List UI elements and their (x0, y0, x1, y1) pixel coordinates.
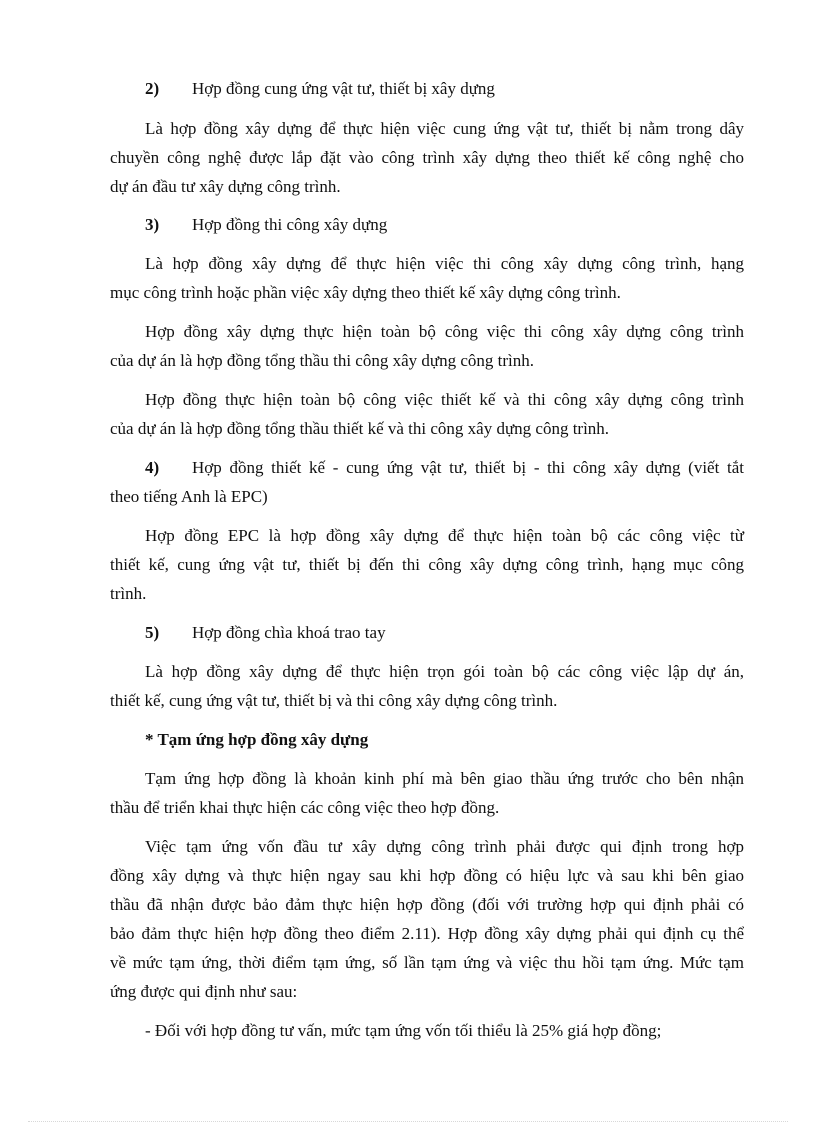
paragraph-line: ứng được qui định như sau: (110, 982, 298, 1001)
paragraph-line: Tạm ứng hợp đồng là khoản kinh phí mà bên giao thầu ứng trước cho bên nhận (145, 769, 744, 788)
paragraph-line: đồng xây dựng và thực hiện ngay sau khi hợp đồng có hiệu lực và sau khi bên giao (110, 866, 744, 885)
section-number: 2) (145, 79, 160, 98)
section-title-continued: theo tiếng Anh là EPC) (110, 487, 268, 506)
paragraph-line: Hợp đồng thực hiện toàn bộ công việc thiết kế và thi công xây dựng công trình (145, 390, 744, 409)
paragraph-line: Hợp đồng xây dựng thực hiện toàn bộ công việc thi công xây dựng công trình (145, 322, 744, 341)
paragraph-line: thiết kế, cung ứng vật tư, thiết bị và thi công xây dựng công trình. (110, 691, 558, 710)
paragraph-line: thầu để triển khai thực hiện các công việc theo hợp đồng. (110, 798, 500, 817)
section-title: Hợp đồng chìa khoá trao tay (192, 623, 386, 642)
paragraph-line: trình. (110, 584, 147, 603)
paragraph-line: Là hợp đồng xây dựng để thực hiện việc cung ứng vật tư, thiết bị nằm trong dây (145, 119, 744, 138)
subsection-heading: * Tạm ứng hợp đồng xây dựng (145, 730, 369, 749)
section-title: Hợp đồng thi công xây dựng (192, 215, 388, 234)
section-title: Hợp đồng thiết kế - cung ứng vật tư, thiết bị - thi công xây dựng (viết tắt (192, 458, 744, 477)
paragraph-line: Hợp đồng EPC là hợp đồng xây dựng để thực hiện toàn bộ các công việc từ (145, 526, 744, 545)
paragraph-line: thiết kế, cung ứng vật tư, thiết bị đến thi công xây dựng công trình, hạng mục công (110, 555, 744, 574)
paragraph-line: Là hợp đồng xây dựng để thực hiện trọn gói toàn bộ các công việc lập dự án, (145, 662, 744, 681)
section-number: 3) (145, 215, 160, 234)
paragraph-line: của dự án là hợp đồng tổng thầu thi công xây dựng công trình. (110, 351, 535, 370)
paragraph-line: mục công trình hoặc phần việc xây dựng theo thiết kế xây dựng công trình. (110, 283, 621, 302)
bullet-item: - Đối với hợp đồng tư vấn, mức tạm ứng vốn tối thiểu là 25% giá hợp đồng; (145, 1021, 662, 1040)
paragraph-line: thầu đã nhận được bảo đảm thực hiện hợp đồng (đối với trường hợp qui định phải có (110, 895, 744, 914)
section-number: 5) (145, 623, 160, 642)
paragraph-line: bảo đảm thực hiện hợp đồng theo điểm 2.11). Hợp đồng xây dựng phải qui định cụ thể (110, 924, 744, 943)
paragraph-line: Việc tạm ứng vốn đầu tư xây dựng công trình phải được qui định trong hợp (145, 837, 744, 856)
paragraph-line: dự án đầu tư xây dựng công trình. (110, 177, 341, 196)
section-title: Hợp đồng cung ứng vật tư, thiết bị xây dựng (192, 79, 495, 98)
paragraph-line: về mức tạm ứng, thời điểm tạm ứng, số lần tạm ứng và việc thu hồi tạm ứng. Mức tạm (110, 953, 744, 972)
paragraph-line: của dự án là hợp đồng tổng thầu thiết kế và thi công xây dựng công trình. (110, 419, 610, 438)
paragraph-line: Là hợp đồng xây dựng để thực hiện việc thi công xây dựng công trình, hạng (145, 254, 744, 273)
section-number: 4) (145, 458, 160, 477)
page-bottom-rule (28, 1121, 788, 1122)
paragraph-line: chuyền công nghệ được lắp đặt vào công trình xây dựng theo thiết kế công nghệ cho (110, 148, 744, 167)
